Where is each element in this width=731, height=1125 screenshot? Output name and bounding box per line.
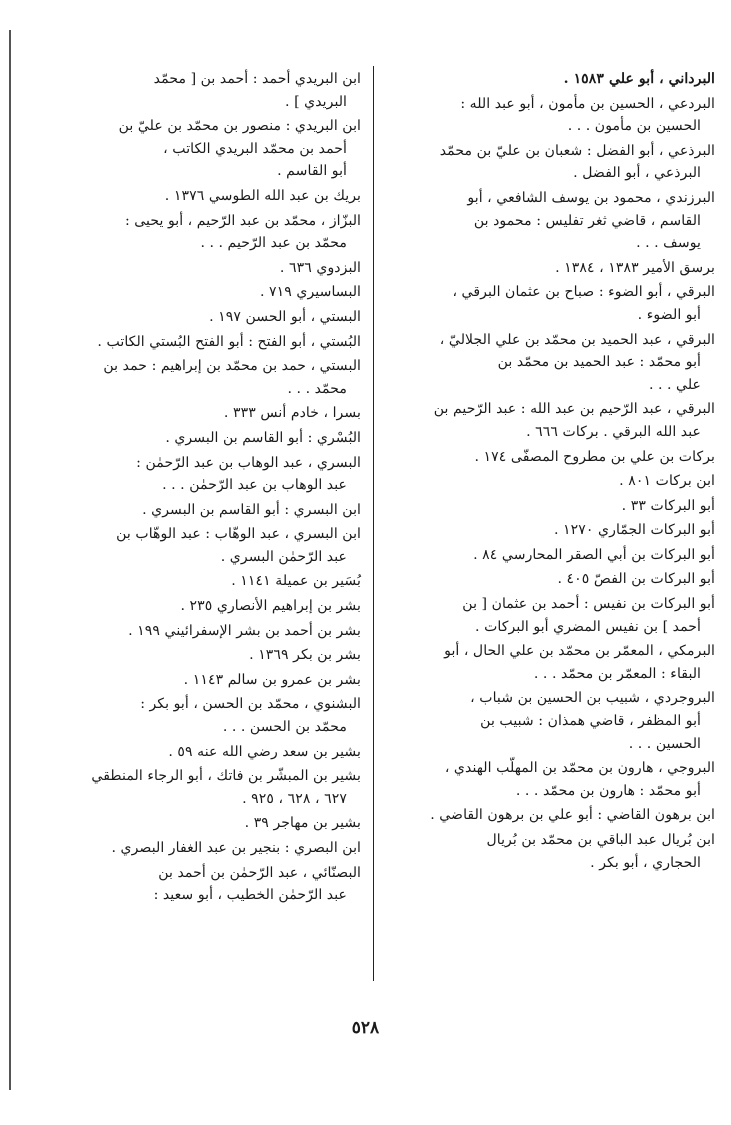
column-divider	[373, 66, 374, 981]
entry-heading-line: البروجي ، هارون بن محمّد بن المهلّب الهندي ،	[444, 760, 715, 777]
entry-heading-line: بشر بن بكر ١٣٦٩ .	[249, 647, 361, 664]
entry-heading-line: ابن البسري : أبو القاسم بن البسري .	[142, 501, 361, 518]
entry-heading-line: بُسَير بن عميلة ١١٤١ .	[231, 573, 361, 590]
index-entry	[58, 669, 361, 692]
index-entry	[58, 523, 361, 568]
entry-heading-line: البزّاز ، محمّد بن عبد الرّحيم ، أبو يحيى :	[124, 212, 361, 229]
entry-heading-line: البروجردي ، شبيب بن الحسين بن شباب ،	[470, 690, 715, 707]
entry-heading-line: بشير بن سعد رضي الله عنه ٥٩ .	[168, 743, 361, 760]
binding-edge-line	[9, 30, 11, 1090]
entry-heading-line: البُسْري : أبو القاسم بن البسري .	[165, 429, 361, 446]
entry-heading-line: بركات بن علي بن مطروح المصفّى ١٧٤ .	[474, 448, 715, 465]
index-entry	[58, 68, 361, 113]
index-entry	[58, 185, 361, 208]
index-entry	[385, 257, 715, 280]
entry-continuation-line: عبد الله البرقي . بركات ٦٦٦ .	[526, 423, 701, 440]
entry-continuation-line: أحمد بن محمّد البريدي الكاتب ،	[163, 140, 347, 157]
entry-heading-line: ابن برهون القاضي : أبو علي بن برهون القاضي .	[430, 807, 715, 824]
entry-heading-line: البردعي ، الحسين بن مأمون ، أبو عبد الله :	[460, 95, 715, 112]
entry-heading-line: البستي ، حمد بن محمّد بن إبراهيم : حمد بن	[103, 358, 361, 375]
index-entry	[385, 446, 715, 469]
entry-heading-line: البساسيري ٧١٩ .	[259, 284, 361, 301]
index-entry	[58, 570, 361, 593]
entry-heading-line: ابن البريدي : منصور بن محمّد بن عليّ بن	[118, 118, 361, 135]
index-entry	[385, 398, 715, 443]
entry-heading-line: البرقي ، أبو الضوء : صباح بن عثمان البرقي ،	[452, 284, 715, 301]
entry-continuation-line: الحجاري ، أبو بكر .	[590, 854, 701, 871]
index-entry	[58, 837, 361, 860]
index-entry	[58, 595, 361, 618]
index-entry	[385, 470, 715, 493]
index-entry	[58, 765, 361, 810]
index-entry	[58, 862, 361, 907]
entry-heading-line: بشر بن أحمد بن بشر الإسفرائيني ١٩٩ .	[128, 622, 361, 639]
index-entry	[385, 829, 715, 874]
entry-continuation-line: الحسين بن مأمون . . .	[567, 118, 701, 135]
index-entry	[385, 687, 715, 755]
entry-continuation-line: البريدي ] .	[285, 93, 347, 110]
entry-heading-line: البرذعي ، أبو الفضل : شعبان بن عليّ بن محمّد	[439, 142, 715, 159]
index-entry	[58, 257, 361, 280]
page-number: ٥٢٨	[351, 1018, 380, 1038]
index-entry	[58, 452, 361, 497]
entry-heading-line: البشنوي ، محمّد بن الحسن ، أبو بكر :	[140, 696, 361, 713]
index-entry	[385, 281, 715, 326]
index-entry	[58, 620, 361, 643]
entry-continuation-line: يوسف . . .	[636, 235, 701, 252]
entry-continuation-line: الحسين . . .	[628, 735, 701, 752]
entry-continuation-line: محمّد . . .	[287, 380, 347, 397]
entry-heading-line: بسرا ، خادم أنس ٣٣٣ .	[223, 405, 361, 422]
entry-heading-line: بشر بن إبراهيم الأنصاري ٢٣٥ .	[180, 598, 361, 615]
index-entry	[385, 568, 715, 591]
right-column	[385, 68, 715, 876]
index-entry	[385, 187, 715, 255]
entry-heading-line: أبو البركات الجمّاري ١٢٧٠ .	[554, 522, 715, 539]
index-entry	[385, 544, 715, 567]
entry-heading-line: أبو البركات بن أبي الصقر المحارسي ٨٤ .	[473, 546, 715, 563]
entry-continuation-line: محمّد بن عبد الرّحيم . . .	[200, 235, 347, 252]
entry-heading-line: ابن البصري : بنجير بن عبد الغفار البصري .	[111, 840, 361, 856]
entry-continuation-line: أبو محمّد : عبد الحميد بن محمّد بن	[497, 354, 701, 371]
index-entry	[385, 68, 715, 91]
entry-continuation-line: القاسم ، قاضي ثغر تفليس : محمود بن	[473, 212, 701, 229]
index-entry	[58, 741, 361, 764]
index-entry	[58, 115, 361, 183]
index-entry	[58, 210, 361, 255]
index-entry	[58, 644, 361, 667]
entry-heading-line: البزدوي ٦٣٦ .	[279, 259, 361, 276]
entry-heading-line: البرمكي ، المعمّر بن محمّد بن علي الحال ، أبو	[444, 643, 715, 660]
entry-heading-line: برسق الأمير ١٣٨٣ ، ١٣٨٤ .	[555, 259, 715, 276]
entry-continuation-line: أحمد ] بن نفيس المضري أبو البركات .	[475, 618, 701, 635]
index-entry	[58, 402, 361, 425]
index-entry	[385, 519, 715, 542]
entry-heading-line: البصنّائي ، عبد الرّحمٰن بن أحمد بن	[158, 864, 361, 881]
index-entry	[58, 499, 361, 522]
entry-heading-line: أبو البركات ٣٣ .	[621, 497, 715, 514]
entry-continuation-line: محمّد بن الحسن . . .	[222, 719, 347, 736]
index-entry	[58, 812, 361, 835]
entry-heading-line: البسري ، عبد الوهاب بن عبد الرّحمٰن :	[136, 454, 361, 471]
entry-heading-line: بشير بن المبشّر بن فاتك ، أبو الرجاء المنطقي	[91, 768, 361, 785]
index-entry	[58, 427, 361, 450]
entry-continuation-line: علي . . .	[648, 376, 701, 393]
entry-heading-line: بشر بن عمرو بن سالم ١١٤٣ .	[183, 671, 361, 688]
index-entry	[385, 757, 715, 802]
entry-heading-line: ابن البسري ، عبد الوهّاب : عبد الوهّاب بن	[116, 526, 361, 543]
entry-heading-line: أبو البركات بن الفصّ ٤٠٥ .	[557, 571, 715, 588]
entry-continuation-line: أبو الضوء .	[637, 306, 701, 323]
entry-heading-line: البرقي ، عبد الحميد بن محمّد بن علي الجلاليّ ،	[439, 331, 715, 348]
index-entry	[58, 355, 361, 400]
index-entry	[385, 329, 715, 397]
index-entry	[385, 640, 715, 685]
entry-continuation-line: أبو المظفر ، قاضي همذان : شبيب بن	[480, 713, 701, 730]
entry-continuation-line: عبد الوهاب بن عبد الرّحمٰن . . .	[162, 477, 347, 494]
entry-continuation-line: أبو القاسم .	[277, 163, 347, 180]
left-column	[58, 68, 361, 909]
entry-heading-line: البرداني ، أبو علي ١٥٨٣ .	[563, 71, 715, 87]
entry-heading-line: البستي ، أبو الحسن ١٩٧ .	[209, 308, 361, 325]
index-entry	[58, 693, 361, 738]
index-entry	[58, 281, 361, 304]
entry-continuation-line: البقاء : المعمّر بن محمّد . . .	[533, 665, 701, 682]
index-entry	[385, 93, 715, 138]
entry-heading-line: ابن بركات ٨٠١ .	[619, 473, 715, 490]
entry-continuation-line: البرذعي ، أبو الفضل .	[573, 165, 701, 182]
entry-heading-line: ابن بُريال عبد الباقي بن محمّد بن بُريال	[486, 832, 715, 848]
index-entry	[385, 593, 715, 638]
entry-heading-line: ابن البريدي أحمد : أحمد بن [ محمّد	[153, 71, 361, 87]
entry-heading-line: البرزندي ، محمود بن يوسف الشافعي ، أبو	[467, 189, 715, 206]
entry-continuation-line: أبو محمّد : هارون بن محمّد . . .	[515, 782, 701, 799]
index-entry	[385, 140, 715, 185]
entry-continuation-line: ٦٢٧ ، ٦٢٨ ، ٩٢٥ .	[242, 790, 347, 807]
entry-heading-line: البُستي ، أبو الفتح : أبو الفتح البُستي الكاتب .	[97, 333, 361, 350]
entry-heading-line: أبو البركات بن نفيس : أحمد بن عثمان [ بن	[462, 596, 715, 613]
index-entry	[385, 495, 715, 518]
index-entry	[385, 804, 715, 827]
entry-continuation-line: عبد الرّحمٰن الخطيب ، أبو سعيد :	[153, 887, 347, 904]
index-entry	[58, 306, 361, 329]
entry-continuation-line: عبد الرّحمٰن البسري .	[220, 548, 347, 565]
entry-heading-line: بريك بن عبد الله الطوسي ١٣٧٦ .	[164, 187, 361, 204]
entry-heading-line: بشير بن مهاجر ٣٩ .	[244, 815, 361, 832]
index-entry	[58, 331, 361, 354]
entry-heading-line: البرقي ، عبد الرّحيم بن عبد الله : عبد الرّحيم بن	[433, 401, 715, 418]
